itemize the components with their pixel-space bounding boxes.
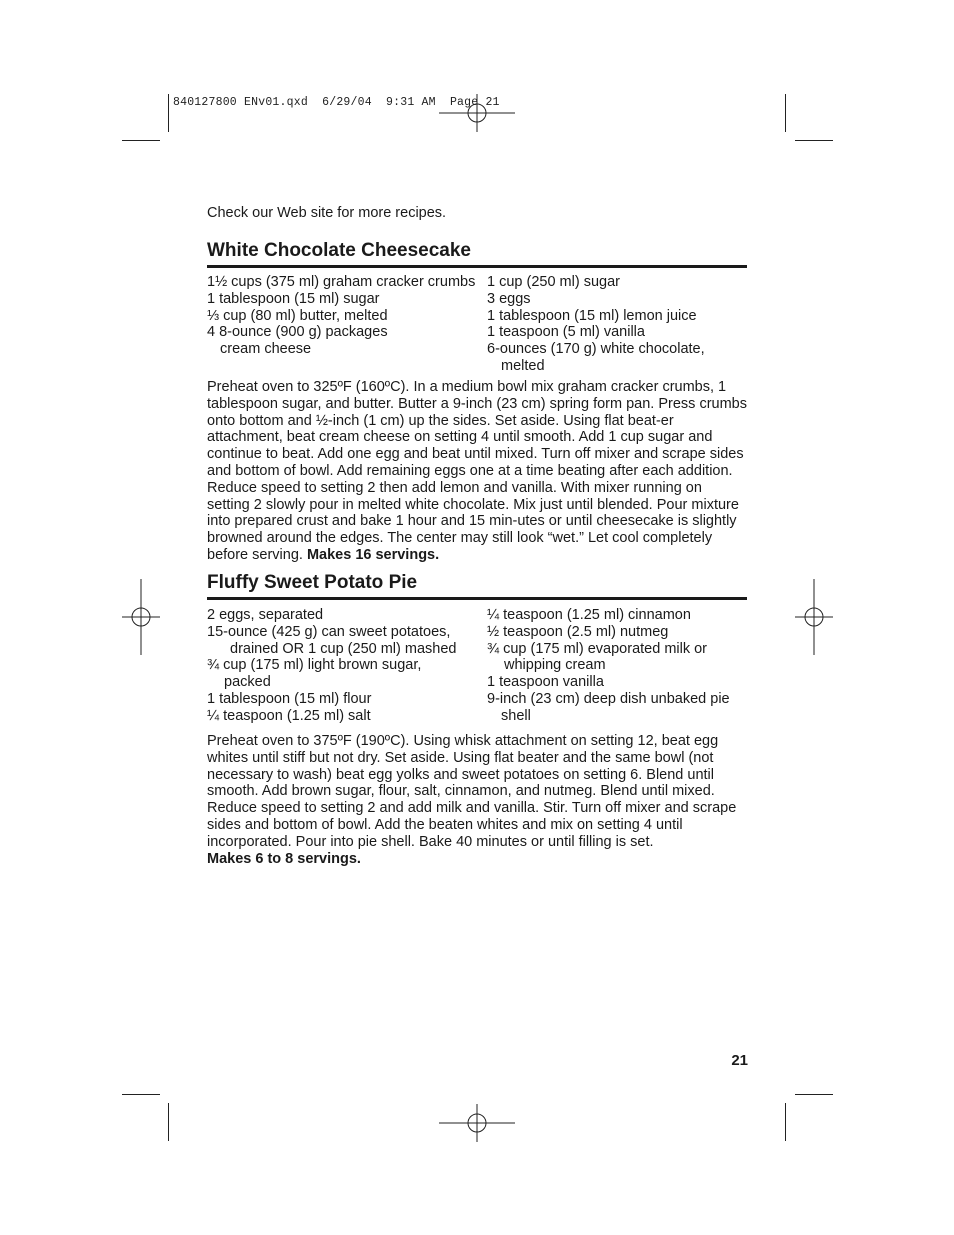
registration-mark-top-icon — [439, 94, 515, 132]
page-number: 21 — [731, 1052, 748, 1069]
crop-mark-top-left-horizontal — [122, 140, 160, 141]
ingredients-cheesecake — [207, 274, 747, 378]
crop-mark-bottom-right-horizontal — [795, 1094, 833, 1095]
crop-mark-top-left-vertical — [168, 94, 169, 132]
ingredient-item: 1 tablespoon (15 ml) flour — [207, 690, 372, 707]
ingredient-item: 1 teaspoon vanilla — [487, 674, 604, 691]
recipe-title-cheesecake: White Chocolate Cheesecake — [207, 240, 747, 268]
ingredient-item: ¾ cup (175 ml) light brown sugar, packed — [207, 657, 422, 691]
directions-cheesecake — [207, 379, 747, 564]
ingredient-item: ¾ cup (175 ml) evaporated milk or whipping cream — [487, 640, 708, 674]
crop-mark-bottom-left-horizontal — [122, 1094, 160, 1095]
intro-text: Check our Web site for more recipes. — [207, 205, 447, 221]
ingredient-item: 3 eggs — [487, 290, 531, 307]
ingredient-item: 1 cup (250 ml) sugar — [487, 274, 620, 290]
ingredients-left-column — [207, 607, 477, 725]
crop-mark-top-right-horizontal — [795, 140, 833, 141]
ingredient-item: 1 tablespoon (15 ml) sugar — [207, 290, 380, 307]
crop-mark-bottom-right-vertical — [785, 1103, 786, 1141]
ingredient-item: 2 eggs, separated — [207, 607, 324, 623]
ingredient-item: 9-inch (23 cm) deep dish unbaked pie shell — [487, 690, 730, 724]
ingredients-right-column — [487, 274, 747, 375]
ingredient-item: 4 8-ounce (900 g) packages cream cheese — [207, 324, 388, 358]
registration-mark-left-icon — [122, 579, 160, 655]
ingredient-item: 1 teaspoon (5 ml) vanilla — [487, 324, 645, 341]
recipe-title-sweet-potato-pie: Fluffy Sweet Potato Pie — [207, 572, 747, 600]
ingredient-item: ¼ teaspoon (1.25 ml) cinnamon — [487, 607, 691, 623]
print-slug: 840127800 ENv01.qxd 6/29/04 9:31 AM Page 21 — [173, 96, 500, 109]
registration-mark-bottom-icon — [439, 1104, 515, 1142]
ingredient-item: 1 tablespoon (15 ml) lemon juice — [487, 307, 697, 324]
registration-mark-right-icon — [795, 579, 833, 655]
ingredients-left-column — [207, 274, 477, 358]
servings-text: Makes 16 servings. — [306, 546, 440, 563]
ingredient-item: 6-ounces (170 g) white chocolate, melted — [487, 341, 705, 374]
directions-text: Preheat oven to 375ºF (190ºC). Using whisk attachment on setting 12, beat egg whites until stiff but not dry. Set aside. Using flat beater and the same bowl (not necessary to wash) beat egg yolks and sweet potatoes on setting 6. Blend until smooth. Add brown sugar, flour, salt, cinnamon, and nutmeg. Blend until mixed. Reduce speed to setting 2 and add milk and vanilla. Stir. Turn off mixer and scrape sides and bottom of bowl. Add the beaten whites and mix on setting 4 until incorporated. Pour into pie shell. Bake 40 minutes or until filling is set. — [207, 733, 737, 850]
ingredient-item: ⅓ cup (80 ml) butter, melted — [207, 307, 388, 324]
directions-sweet-potato-pie — [207, 733, 747, 867]
ingredient-item: ¼ teaspoon (1.25 ml) salt — [207, 707, 371, 724]
ingredient-item: ½ teaspoon (2.5 ml) nutmeg — [487, 623, 669, 640]
directions-text: Preheat oven to 325ºF (160ºC). In a medium bowl mix graham cracker crumbs, 1 tablespoon sugar, and butter. Butter a 9-inch (23 cm) spring form pan. Press crumbs onto bottom and ½-inch (1 cm) up the sides. Set aside. Using flat beat-er attachment, beat cream cheese on setting 4 until smooth. Add 1 cup sugar and continue to beat. Add one egg and beat until mixed. Turn off mixer and scrape sides and bottom of bowl. Add remaining eggs one at a time beating after each addition. Reduce speed to setting 2 then add lemon and vanilla. With mixer running on setting 2 slowly pour in melted white chocolate. Mix just until blended. Pour mixture into prepared crust and bake 1 hour and 15 min-utes or until cheesecake is slightly browned around the edges. The center may still look “wet.” Let cool completely before serving. — [207, 379, 747, 563]
ingredient-item: 1½ cups (375 ml) graham cracker crumbs — [207, 274, 476, 290]
ingredients-sweet-potato-pie — [207, 607, 747, 727]
ingredient-item: 15-ounce (425 g) can sweet potatoes, drained OR 1 cup (250 ml) mashed — [207, 623, 457, 657]
ingredients-right-column — [487, 607, 747, 725]
servings-text: Makes 6 to 8 servings. — [207, 850, 361, 867]
crop-mark-bottom-left-vertical — [168, 1103, 169, 1141]
crop-mark-top-right-vertical — [785, 94, 786, 132]
